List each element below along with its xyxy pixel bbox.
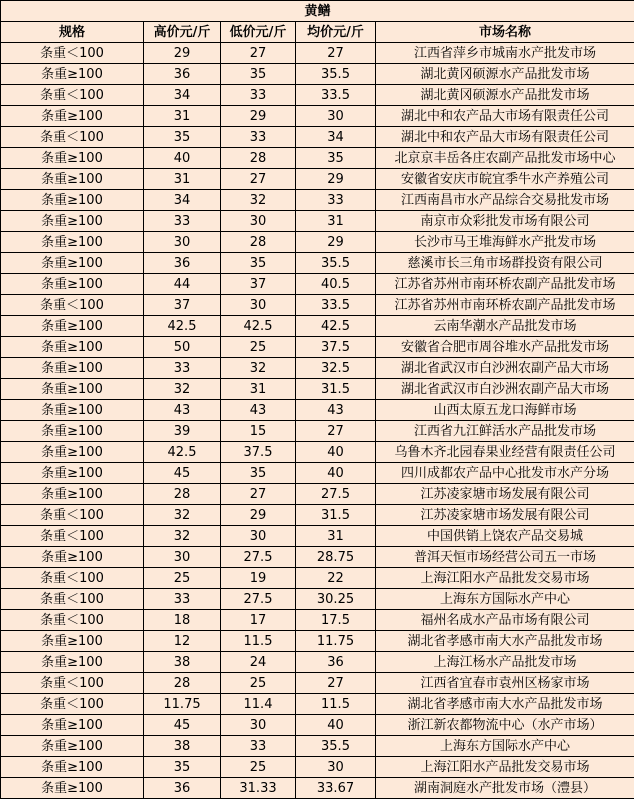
cell-market: 江苏凌家塘市场发展有限公司 [376, 505, 634, 526]
cell-spec: 条重≥100 [1, 631, 144, 652]
cell-low-price: 30 [221, 211, 296, 232]
cell-spec: 条重≥100 [1, 106, 144, 127]
cell-avg-price: 30 [296, 106, 376, 127]
table-row [1, 715, 634, 736]
cell-market: 湖北黄冈硕源水产品批发市场 [376, 85, 634, 106]
cell-low-price: 43 [221, 400, 296, 421]
cell-low-price: 37.5 [221, 442, 296, 463]
cell-high-price: 33 [144, 358, 221, 379]
cell-spec: 条重≥100 [1, 190, 144, 211]
cell-low-price: 17 [221, 610, 296, 631]
table-body [1, 43, 634, 799]
table-row [1, 736, 634, 757]
cell-market: 江西省萍乡市城南水产批发市场 [376, 43, 634, 64]
cell-market: 南京市众彩批发市场有限公司 [376, 211, 634, 232]
cell-spec: 条重≥100 [1, 316, 144, 337]
cell-market: 江苏省苏州市南环桥农副产品批发市场 [376, 295, 634, 316]
cell-market: 上海江阳水产品批发交易市场 [376, 757, 634, 778]
cell-avg-price: 27 [296, 421, 376, 442]
table-row [1, 505, 634, 526]
table-row [1, 652, 634, 673]
cell-spec: 条重≥100 [1, 652, 144, 673]
cell-spec: 条重＜100 [1, 85, 144, 106]
cell-market: 江西省宜春市袁州区杨家市场 [376, 673, 634, 694]
cell-avg-price: 40.5 [296, 274, 376, 295]
cell-spec: 条重＜100 [1, 526, 144, 547]
cell-low-price: 31 [221, 379, 296, 400]
cell-high-price: 28 [144, 673, 221, 694]
cell-market: 湖北中和农产品大市场有限责任公司 [376, 127, 634, 148]
cell-low-price: 29 [221, 505, 296, 526]
table-row [1, 694, 634, 715]
table-row [1, 610, 634, 631]
table-row [1, 358, 634, 379]
cell-spec: 条重≥100 [1, 736, 144, 757]
cell-avg-price: 30.25 [296, 589, 376, 610]
cell-high-price: 25 [144, 568, 221, 589]
table-row [1, 778, 634, 799]
cell-low-price: 37 [221, 274, 296, 295]
cell-avg-price: 11.75 [296, 631, 376, 652]
cell-low-price: 30 [221, 526, 296, 547]
table-row [1, 127, 634, 148]
cell-low-price: 28 [221, 148, 296, 169]
cell-spec: 条重≥100 [1, 547, 144, 568]
cell-high-price: 30 [144, 232, 221, 253]
cell-avg-price: 29 [296, 169, 376, 190]
cell-avg-price: 33.5 [296, 295, 376, 316]
cell-spec: 条重≥100 [1, 778, 144, 799]
cell-market: 福州名成水产品市场有限公司 [376, 610, 634, 631]
cell-market: 江西省九江鲜活水产品批发市场 [376, 421, 634, 442]
table-row [1, 148, 634, 169]
cell-high-price: 45 [144, 463, 221, 484]
cell-high-price: 28 [144, 484, 221, 505]
header-spec: 规格 [1, 22, 144, 43]
cell-high-price: 44 [144, 274, 221, 295]
table-row [1, 442, 634, 463]
cell-spec: 条重≥100 [1, 463, 144, 484]
cell-spec: 条重＜100 [1, 694, 144, 715]
cell-market: 安徽省合肥市周谷堆水产品批发市场 [376, 337, 634, 358]
cell-spec: 条重＜100 [1, 295, 144, 316]
table-title: 黄鳝 [1, 1, 634, 22]
cell-market: 山西太原五龙口海鲜市场 [376, 400, 634, 421]
cell-high-price: 29 [144, 43, 221, 64]
cell-market: 江苏凌家塘市场发展有限公司 [376, 484, 634, 505]
cell-spec: 条重≥100 [1, 232, 144, 253]
cell-avg-price: 32.5 [296, 358, 376, 379]
cell-high-price: 31 [144, 106, 221, 127]
cell-market: 长沙市马王堆海鲜水产批发市场 [376, 232, 634, 253]
cell-market: 慈溪市长三角市场群投资有限公司 [376, 253, 634, 274]
cell-market: 普洱天恒市场经营公司五一市场 [376, 547, 634, 568]
cell-market: 上海江杨水产品批发市场 [376, 652, 634, 673]
cell-high-price: 42.5 [144, 442, 221, 463]
cell-spec: 条重≥100 [1, 274, 144, 295]
cell-market: 上海东方国际水产中心 [376, 589, 634, 610]
cell-spec: 条重≥100 [1, 253, 144, 274]
cell-high-price: 11.75 [144, 694, 221, 715]
cell-avg-price: 29 [296, 232, 376, 253]
table-row [1, 43, 634, 64]
cell-spec: 条重≥100 [1, 400, 144, 421]
header-high-price: 高价元/斤 [144, 22, 221, 43]
cell-high-price: 35 [144, 127, 221, 148]
cell-avg-price: 11.5 [296, 694, 376, 715]
cell-spec: 条重≥100 [1, 337, 144, 358]
cell-avg-price: 22 [296, 568, 376, 589]
cell-market: 上海江阳水产品批发交易市场 [376, 568, 634, 589]
table-row [1, 463, 634, 484]
cell-market: 湖北省武汉市白沙洲农副产品大市场 [376, 379, 634, 400]
table-row [1, 295, 634, 316]
cell-avg-price: 33.5 [296, 85, 376, 106]
table-row [1, 169, 634, 190]
cell-avg-price: 33 [296, 190, 376, 211]
cell-high-price: 50 [144, 337, 221, 358]
table-row [1, 547, 634, 568]
cell-high-price: 43 [144, 400, 221, 421]
cell-low-price: 30 [221, 295, 296, 316]
cell-low-price: 28 [221, 232, 296, 253]
cell-high-price: 34 [144, 190, 221, 211]
cell-high-price: 38 [144, 736, 221, 757]
table-row [1, 232, 634, 253]
cell-market: 江苏省苏州市南环桥农副产品批发市场 [376, 274, 634, 295]
cell-spec: 条重＜100 [1, 127, 144, 148]
cell-high-price: 34 [144, 85, 221, 106]
table-row [1, 526, 634, 547]
cell-market: 上海东方国际水产中心 [376, 736, 634, 757]
table-row [1, 190, 634, 211]
cell-market: 浙江新农都物流中心（水产市场） [376, 715, 634, 736]
table-row [1, 673, 634, 694]
cell-avg-price: 35.5 [296, 253, 376, 274]
table-row [1, 316, 634, 337]
cell-market: 四川成都农产品中心批发市水产分场 [376, 463, 634, 484]
table-row [1, 757, 634, 778]
cell-avg-price: 30 [296, 757, 376, 778]
cell-high-price: 36 [144, 778, 221, 799]
table-row [1, 589, 634, 610]
cell-low-price: 11.4 [221, 694, 296, 715]
cell-market: 湖北中和农产品大市场有限责任公司 [376, 106, 634, 127]
title-row [1, 1, 634, 22]
cell-avg-price: 27 [296, 43, 376, 64]
cell-spec: 条重≥100 [1, 715, 144, 736]
header-low-price: 低价元/斤 [221, 22, 296, 43]
cell-spec: 条重≥100 [1, 169, 144, 190]
cell-avg-price: 31 [296, 526, 376, 547]
table-row [1, 484, 634, 505]
cell-market: 湖北省孝感市南大水产品批发市场 [376, 631, 634, 652]
cell-spec: 条重＜100 [1, 568, 144, 589]
cell-avg-price: 27.5 [296, 484, 376, 505]
cell-avg-price: 40 [296, 463, 376, 484]
cell-low-price: 11.5 [221, 631, 296, 652]
cell-low-price: 33 [221, 736, 296, 757]
cell-avg-price: 37.5 [296, 337, 376, 358]
table-row [1, 568, 634, 589]
cell-spec: 条重≥100 [1, 421, 144, 442]
cell-spec: 条重＜100 [1, 673, 144, 694]
header-row [1, 22, 634, 43]
cell-avg-price: 33.67 [296, 778, 376, 799]
cell-high-price: 42.5 [144, 316, 221, 337]
table-row [1, 64, 634, 85]
cell-market: 湖南洞庭水产批发市场（澧县） [376, 778, 634, 799]
cell-spec: 条重≥100 [1, 358, 144, 379]
cell-market: 湖北省武汉市白沙洲农副产品大市场 [376, 358, 634, 379]
cell-low-price: 25 [221, 673, 296, 694]
cell-high-price: 38 [144, 652, 221, 673]
cell-high-price: 40 [144, 148, 221, 169]
cell-avg-price: 17.5 [296, 610, 376, 631]
cell-high-price: 33 [144, 211, 221, 232]
cell-high-price: 37 [144, 295, 221, 316]
cell-low-price: 35 [221, 253, 296, 274]
cell-avg-price: 27 [296, 673, 376, 694]
cell-avg-price: 36 [296, 652, 376, 673]
header-avg-price: 均价元/斤 [296, 22, 376, 43]
cell-high-price: 45 [144, 715, 221, 736]
table-row [1, 379, 634, 400]
table-row [1, 274, 634, 295]
table-row [1, 400, 634, 421]
cell-spec: 条重≥100 [1, 148, 144, 169]
cell-low-price: 27.5 [221, 589, 296, 610]
cell-high-price: 33 [144, 589, 221, 610]
cell-low-price: 29 [221, 106, 296, 127]
cell-high-price: 32 [144, 505, 221, 526]
cell-avg-price: 35.5 [296, 736, 376, 757]
cell-avg-price: 34 [296, 127, 376, 148]
cell-low-price: 30 [221, 715, 296, 736]
cell-market: 乌鲁木齐北园春果业经营有限责任公司 [376, 442, 634, 463]
cell-low-price: 32 [221, 358, 296, 379]
cell-low-price: 33 [221, 127, 296, 148]
cell-avg-price: 35.5 [296, 64, 376, 85]
cell-high-price: 18 [144, 610, 221, 631]
cell-high-price: 32 [144, 526, 221, 547]
cell-low-price: 33 [221, 85, 296, 106]
cell-spec: 条重≥100 [1, 484, 144, 505]
cell-low-price: 42.5 [221, 316, 296, 337]
cell-low-price: 32 [221, 190, 296, 211]
cell-low-price: 25 [221, 337, 296, 358]
cell-low-price: 19 [221, 568, 296, 589]
cell-market: 江西南昌市水产品综合交易批发市场 [376, 190, 634, 211]
cell-high-price: 35 [144, 757, 221, 778]
table-row [1, 253, 634, 274]
cell-spec: 条重≥100 [1, 379, 144, 400]
cell-spec: 条重＜100 [1, 505, 144, 526]
cell-high-price: 12 [144, 631, 221, 652]
cell-high-price: 32 [144, 379, 221, 400]
cell-avg-price: 31 [296, 211, 376, 232]
cell-avg-price: 35 [296, 148, 376, 169]
cell-low-price: 24 [221, 652, 296, 673]
cell-high-price: 31 [144, 169, 221, 190]
cell-low-price: 25 [221, 757, 296, 778]
cell-high-price: 30 [144, 547, 221, 568]
table-row [1, 337, 634, 358]
cell-avg-price: 40 [296, 715, 376, 736]
cell-low-price: 27 [221, 43, 296, 64]
cell-avg-price: 43 [296, 400, 376, 421]
cell-avg-price: 31.5 [296, 379, 376, 400]
cell-spec: 条重＜100 [1, 43, 144, 64]
cell-market: 中国供销上饶农产品交易城 [376, 526, 634, 547]
cell-low-price: 35 [221, 463, 296, 484]
cell-spec: 条重＜100 [1, 589, 144, 610]
table-row [1, 421, 634, 442]
cell-low-price: 27 [221, 484, 296, 505]
header-market: 市场名称 [376, 22, 634, 43]
table-row [1, 106, 634, 127]
cell-market: 北京京丰岳各庄农副产品批发市场中心 [376, 148, 634, 169]
cell-low-price: 35 [221, 64, 296, 85]
cell-spec: 条重≥100 [1, 757, 144, 778]
cell-spec: 条重≥100 [1, 211, 144, 232]
cell-low-price: 31.33 [221, 778, 296, 799]
cell-high-price: 36 [144, 64, 221, 85]
cell-high-price: 39 [144, 421, 221, 442]
cell-avg-price: 40 [296, 442, 376, 463]
table-row [1, 85, 634, 106]
cell-market: 安徽省安庆市皖宜季牛水产养殖公司 [376, 169, 634, 190]
cell-high-price: 36 [144, 253, 221, 274]
cell-spec: 条重＜100 [1, 610, 144, 631]
cell-market: 湖北黄冈硕源水产品批发市场 [376, 64, 634, 85]
cell-spec: 条重≥100 [1, 64, 144, 85]
cell-market: 云南华潮水产品批发市场 [376, 316, 634, 337]
table-row [1, 211, 634, 232]
cell-avg-price: 31.5 [296, 505, 376, 526]
cell-market: 湖北省孝感市南大水产品批发市场 [376, 694, 634, 715]
cell-avg-price: 42.5 [296, 316, 376, 337]
cell-spec: 条重≥100 [1, 442, 144, 463]
cell-avg-price: 28.75 [296, 547, 376, 568]
cell-low-price: 15 [221, 421, 296, 442]
cell-low-price: 27 [221, 169, 296, 190]
table-row [1, 631, 634, 652]
cell-low-price: 27.5 [221, 547, 296, 568]
